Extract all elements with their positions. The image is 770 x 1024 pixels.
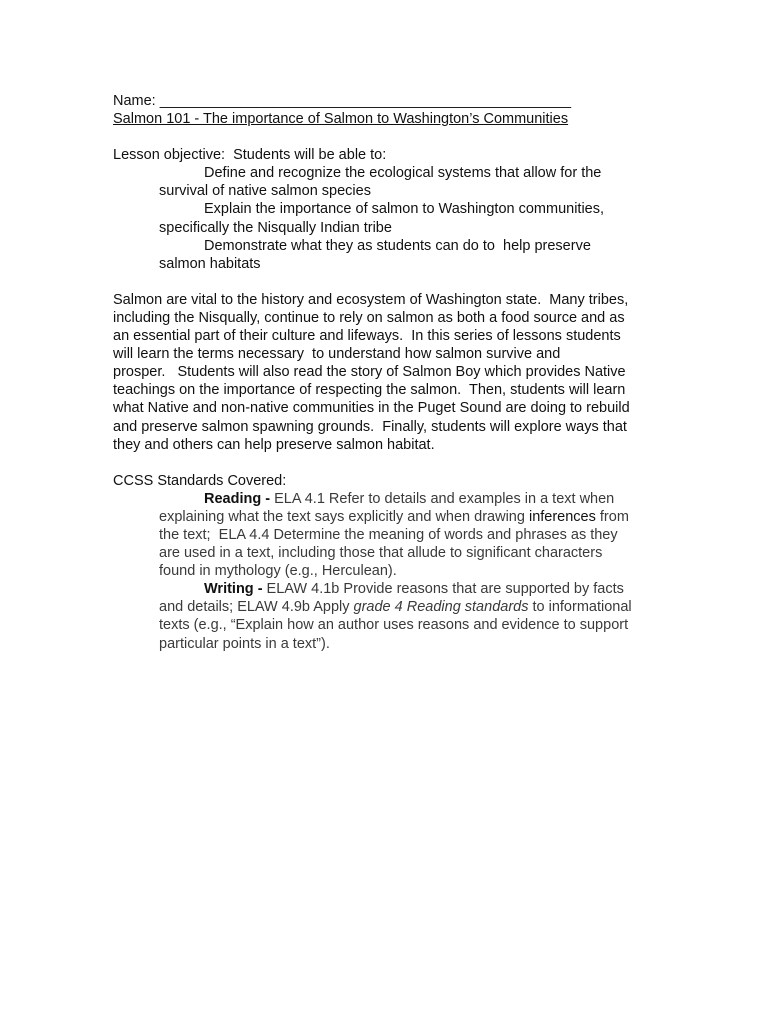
spacer (113, 454, 658, 472)
paragraph-line: will learn the terms necessary to understand how salmon survive and (113, 346, 561, 363)
reading-text: explaining what the text says explicitly and when drawing (159, 508, 529, 525)
writing-label: Writing - (204, 581, 263, 598)
paragraph-line: and preserve salmon spawning grounds. Finally, students will explore ways that (113, 418, 627, 435)
writing-text: to informational (528, 599, 632, 616)
objective-item-2-first: Explain the importance of salmon to Washington communities, (204, 201, 605, 218)
writing-text: ELAW 4.1b Provide reasons that are supported by facts (262, 581, 624, 598)
reading-text: ELA 4.1 Refer to details and examples in a text when (270, 490, 615, 507)
objective-item-2-rest: specifically the Nisqually Indian tribe (159, 219, 392, 236)
paragraph-line: what Native and non-native communities in the Puget Sound are doing to rebuild (113, 400, 630, 417)
document-page (113, 92, 658, 653)
objective-item-1-rest: survival of native salmon species (159, 183, 371, 200)
paragraph-line: an essential part of their culture and lifeways. In this series of lessons students (113, 328, 621, 345)
writing-text: and details; ELAW 4.9b Apply (159, 599, 354, 616)
spacer (113, 128, 658, 146)
name-line: Name: ___________________________________________________ (113, 93, 572, 109)
objective-item-3-rest: salmon habitats (159, 255, 261, 272)
paragraph-line: they and others can help preserve salmon habitat. (113, 436, 435, 453)
standards-heading: CCSS Standards Covered: (113, 472, 287, 489)
reading-text: from (595, 508, 629, 525)
paragraph-line: including the Nisqually, continue to rely on salmon as both a food source and as (113, 309, 625, 326)
reading-label: Reading - (204, 490, 271, 507)
reading-standard-line-3: the text; ELA 4.4 Determine the meaning of words and phrases as they (159, 526, 618, 543)
grade-4-reading-standards-term: grade 4 Reading standards (353, 599, 529, 616)
inferences-term: inferences (528, 508, 596, 525)
reading-standard-line-4: are used in a text, including those that allude to significant characters (159, 545, 603, 562)
reading-standard-line-1 (113, 490, 658, 508)
writing-standard-line-4: particular points in a text”). (159, 635, 330, 652)
writing-standard-line-3: texts (e.g., “Explain how an author uses reasons and evidence to support (159, 617, 629, 634)
reading-standard-line-2 (113, 508, 658, 526)
reading-standard-line-5: found in mythology (e.g., Herculean). (159, 563, 397, 580)
paragraph-line: Salmon are vital to the history and ecosystem of Washington state. Many tribes, (113, 291, 629, 308)
spacer (113, 273, 658, 291)
writing-standard-line-2 (113, 598, 658, 616)
paragraph-line: teachings on the importance of respecting the salmon. Then, students will learn (113, 382, 626, 399)
paragraph-line: prosper. Students will also read the story of Salmon Boy which provides Native (113, 364, 626, 381)
objective-intro: Lesson objective: Students will be able to: (113, 147, 387, 164)
writing-standard-line-1 (113, 580, 658, 598)
objective-item-3-first: Demonstrate what they as students can do to help preserve (204, 237, 591, 254)
document-title: Salmon 101 - The importance of Salmon to Washington’s Communities (113, 111, 569, 128)
objective-item-1-first: Define and recognize the ecological systems that allow for the (204, 165, 602, 182)
